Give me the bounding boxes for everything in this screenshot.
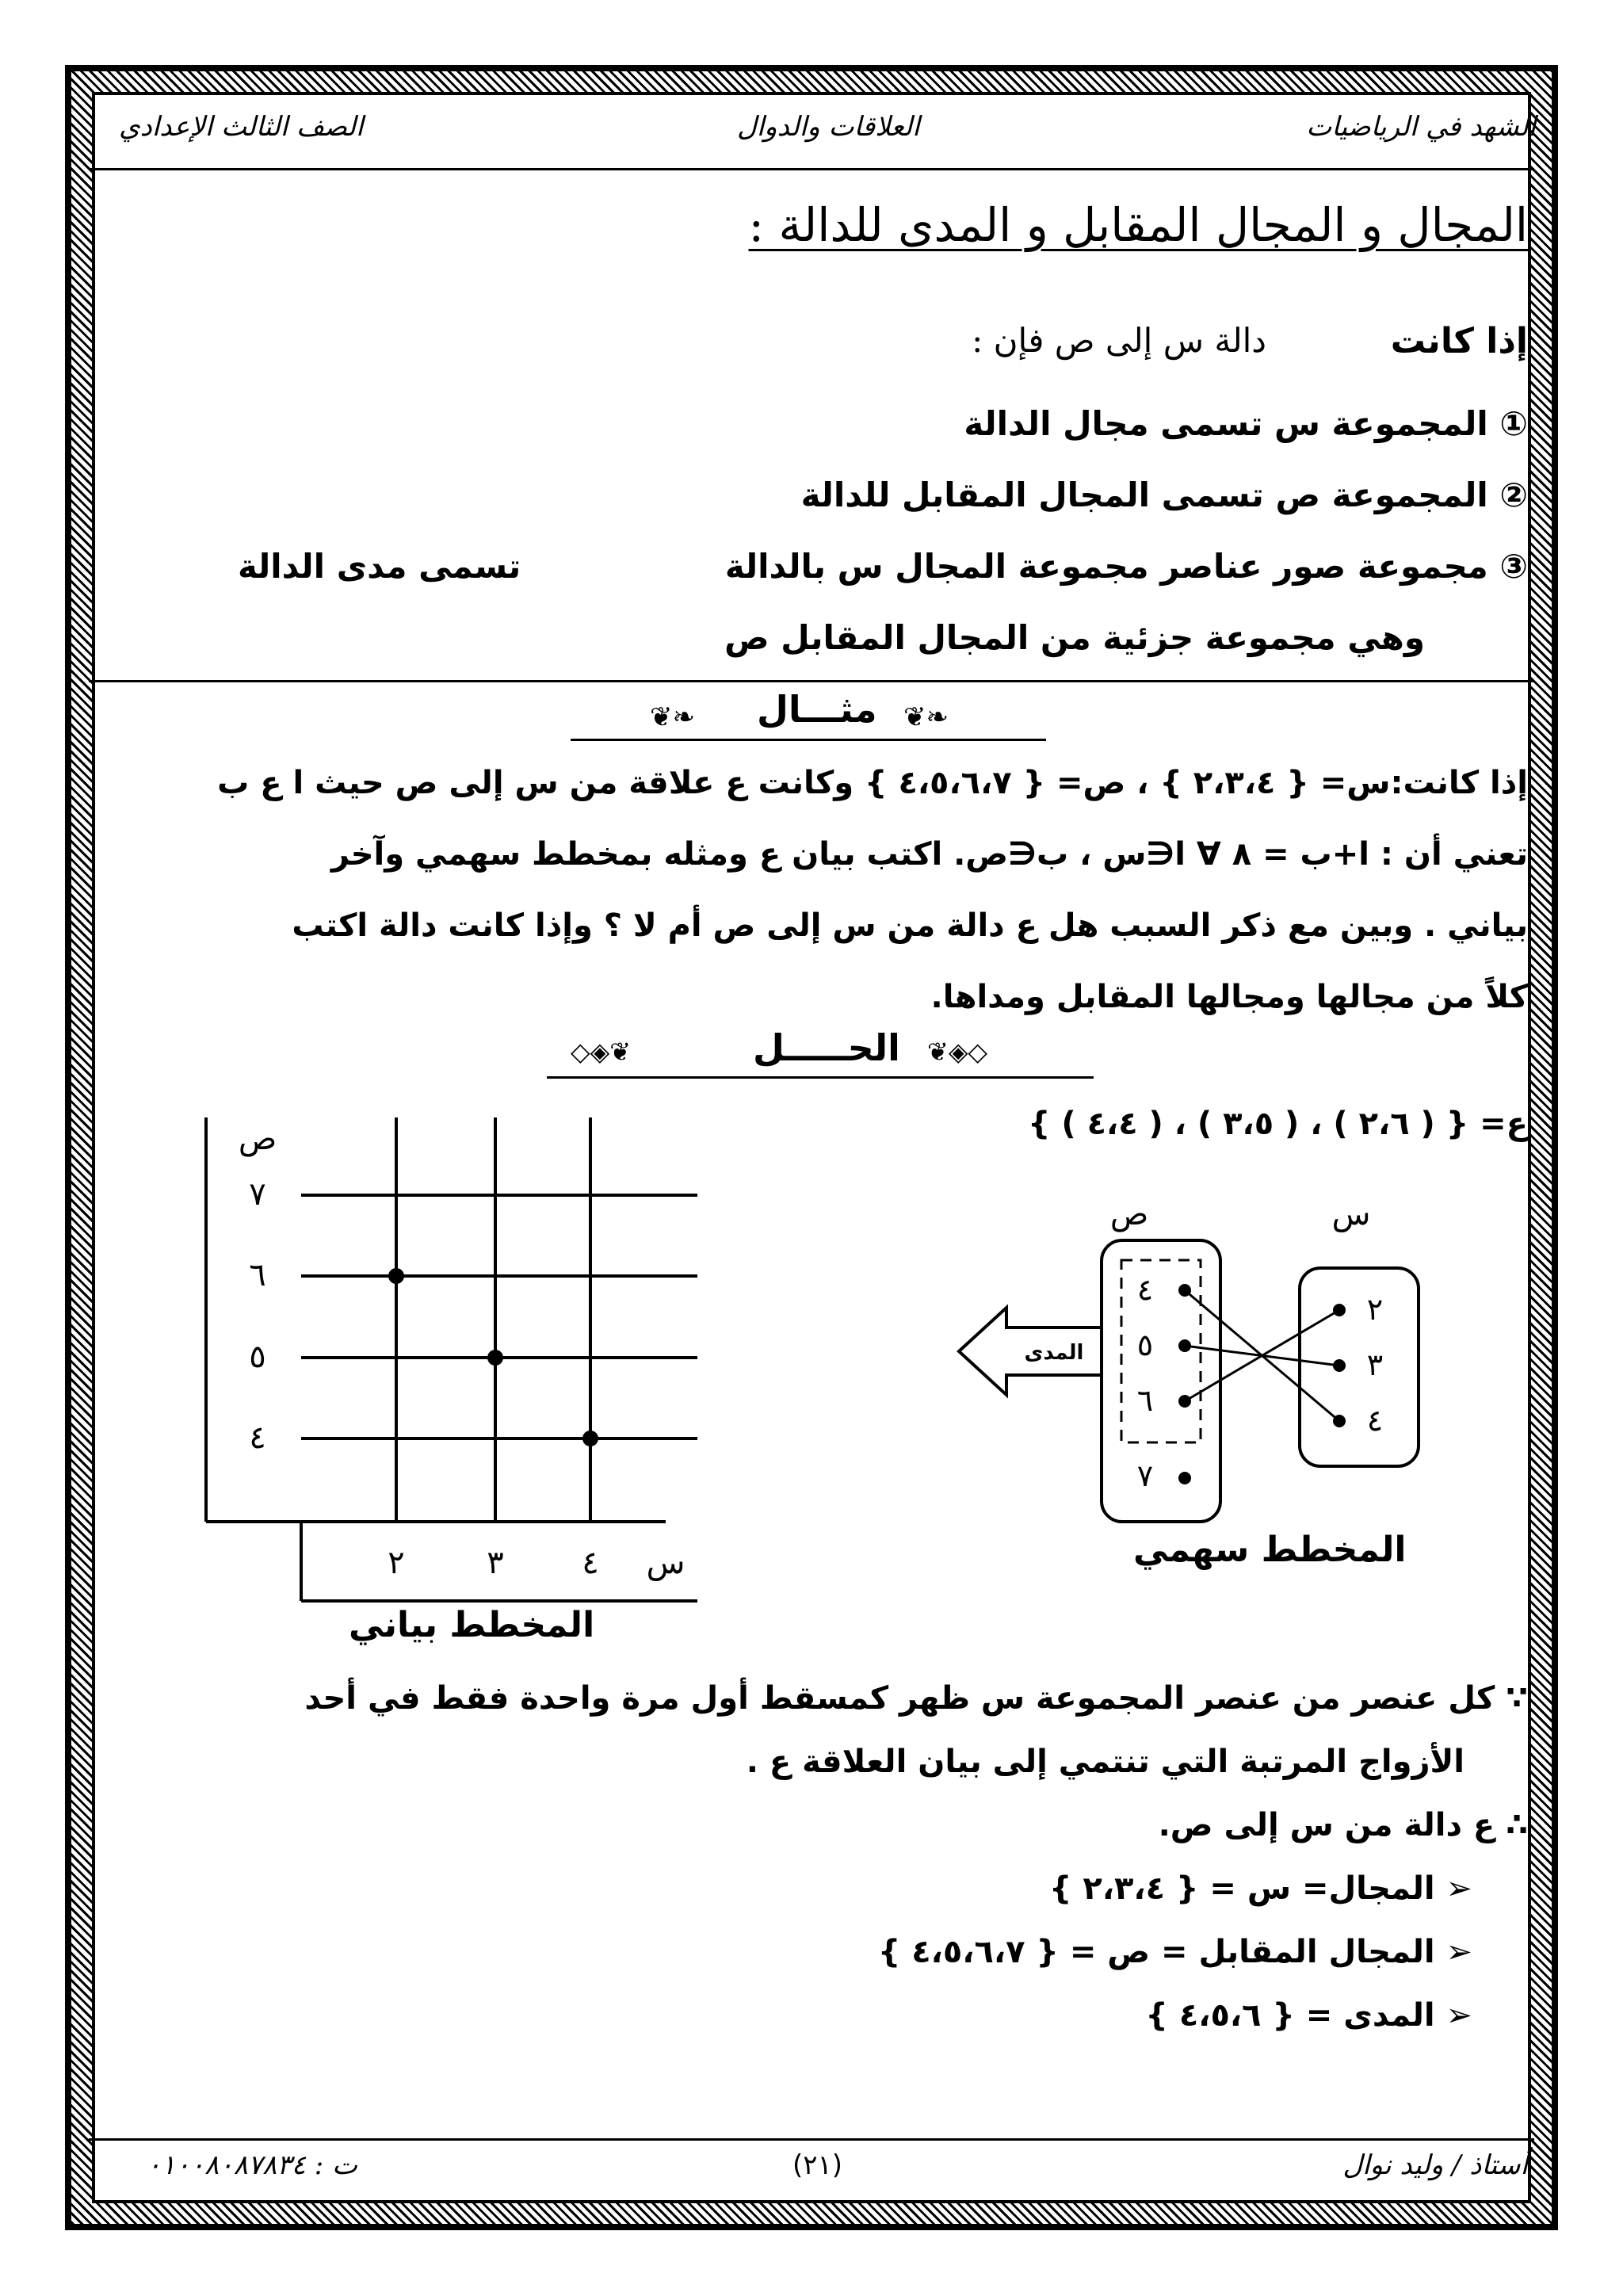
item-1: ① المجموعة س تسمى مجال الدالة <box>964 404 1528 443</box>
solution-ornament-right: ❦◈◇ <box>927 1037 988 1067</box>
example-ornament-right: ❦❧ <box>903 701 949 733</box>
example-heading: مثـــال <box>757 688 877 731</box>
domain-line: ➢ المجال= س = { ٢،٣،٤ } <box>1049 1870 1472 1907</box>
example-line-2: تعني أن : ا+ب = ٨ ∀ ا∈س ، ب∈ص. اكتب بيان ع ومثله بمخطط سهمي وآخر <box>330 836 1528 873</box>
codomain-oval <box>1102 1240 1220 1522</box>
graph-caption: المخطط بياني <box>349 1605 595 1645</box>
therefore-line: ∴ ع دالة من س إلى ص. <box>1158 1807 1528 1843</box>
solution-heading-rule <box>547 1076 1094 1079</box>
item-2: ② المجموعة ص تسمى المجال المقابل للدالة <box>800 476 1528 514</box>
example-ornament-left: ❦❧ <box>650 701 695 733</box>
x-tick-2: ٢ <box>388 1545 405 1581</box>
graph-y-label: ص <box>238 1121 277 1157</box>
domain-set-label: س <box>1331 1196 1371 1232</box>
codomain-el-5: ٥ <box>1136 1328 1154 1362</box>
y-tick-5: ٥ <box>249 1339 266 1375</box>
footer-phone: ت : ٠١٠٠٨٠٨٧٨٣٤ <box>147 2149 357 2181</box>
example-heading-rule <box>571 739 1046 741</box>
section-divider <box>89 680 1534 682</box>
codomain-set-label: ص <box>1109 1196 1149 1232</box>
domain-el-4: ٤ <box>1366 1403 1384 1438</box>
footer-teacher: أستاذ / وليد نوال <box>1342 2149 1528 2181</box>
example-line-1: إذا كانت:س= { ٢،٣،٤ } ، ص= { ٤،٥،٦،٧ } وكانت ع علاقة من س إلى ص حيث ا ع ب <box>217 765 1528 801</box>
graph-point-2-6 <box>388 1268 404 1284</box>
range-line: ➢ المدى = { ٤،٥،٦ } <box>1145 1997 1472 2034</box>
codomain-el-7: ٧ <box>1136 1458 1154 1493</box>
y-tick-4: ٤ <box>249 1419 266 1456</box>
graph-grid <box>301 1117 697 1522</box>
arrow-diagram-caption: المخطط سهمي <box>1133 1530 1407 1570</box>
domain-el-3: ٣ <box>1366 1347 1384 1382</box>
arrow-diagram <box>951 1189 1442 1561</box>
header-left: الصف الثالث الإعدادي <box>119 111 364 143</box>
graph-point-3-5 <box>487 1350 503 1366</box>
intro-a: إذا كانت <box>1390 321 1528 361</box>
range-arrow-label: المدى <box>1024 1341 1084 1365</box>
y-tick-6: ٦ <box>249 1257 266 1293</box>
arrow-dots <box>1178 1284 1346 1484</box>
solution-ornament-left: ◇◈❦ <box>571 1037 632 1067</box>
because-line-1: ∵ كل عنصر من عنصر المجموعة س ظهر كمسقط أول مرة واحدة فقط في أحد <box>304 1680 1528 1717</box>
header-right: الشهد في الرياضيات <box>1306 111 1536 143</box>
header-divider <box>89 168 1534 170</box>
cartesian-graph <box>190 1102 729 1625</box>
relation-statement: ع= { ( ٢،٦ ) ، ( ٣،٥ ) ، ( ٤،٤ ) } <box>1027 1106 1528 1142</box>
item-3-end: تسمى مدى الدالة <box>238 547 521 586</box>
domain-oval <box>1300 1268 1419 1466</box>
graph-point-4-4 <box>582 1431 598 1446</box>
example-line-3: بياني . وبين مع ذكر السبب هل ع دالة من س إلى ص أم لا ؟ وإذا كانت دالة اكتب <box>292 907 1528 944</box>
x-tick-4: ٤ <box>582 1545 599 1581</box>
header-center: العلاقات والدوال <box>737 111 920 143</box>
because-line-2: الأزواج المرتبة التي تنتمي إلى بيان العلاقة ع . <box>746 1744 1465 1780</box>
domain-el-2: ٢ <box>1366 1292 1384 1327</box>
codomain-el-6: ٦ <box>1136 1383 1154 1418</box>
x-tick-3: ٣ <box>487 1545 504 1581</box>
solution-heading: الحـــــل <box>753 1026 900 1069</box>
example-line-4: كلاً من مجالها ومجالها المقابل ومداها. <box>930 979 1528 1015</box>
codomain-el-4: ٤ <box>1136 1272 1154 1307</box>
footer-divider <box>89 2138 1534 2141</box>
item-3: ③ مجموعة صور عناصر مجموعة المجال س بالدالة <box>724 547 1528 586</box>
mapping-lines <box>1185 1290 1339 1421</box>
section-title: المجال و المجال المقابل و المدى للدالة : <box>748 198 1528 252</box>
footer-page-number: (٢١) <box>792 2149 843 2181</box>
item-3-cont: وهي مجموعة جزئية من المجال المقابل ص <box>724 618 1425 657</box>
codomain-line: ➢ المجال المقابل = ص = { ٤،٥،٦،٧ } <box>877 1934 1472 1970</box>
y-tick-7: ٧ <box>249 1176 266 1213</box>
graph-x-label: س <box>646 1545 685 1581</box>
intro-b: دالة س إلى ص فإن : <box>972 321 1266 360</box>
